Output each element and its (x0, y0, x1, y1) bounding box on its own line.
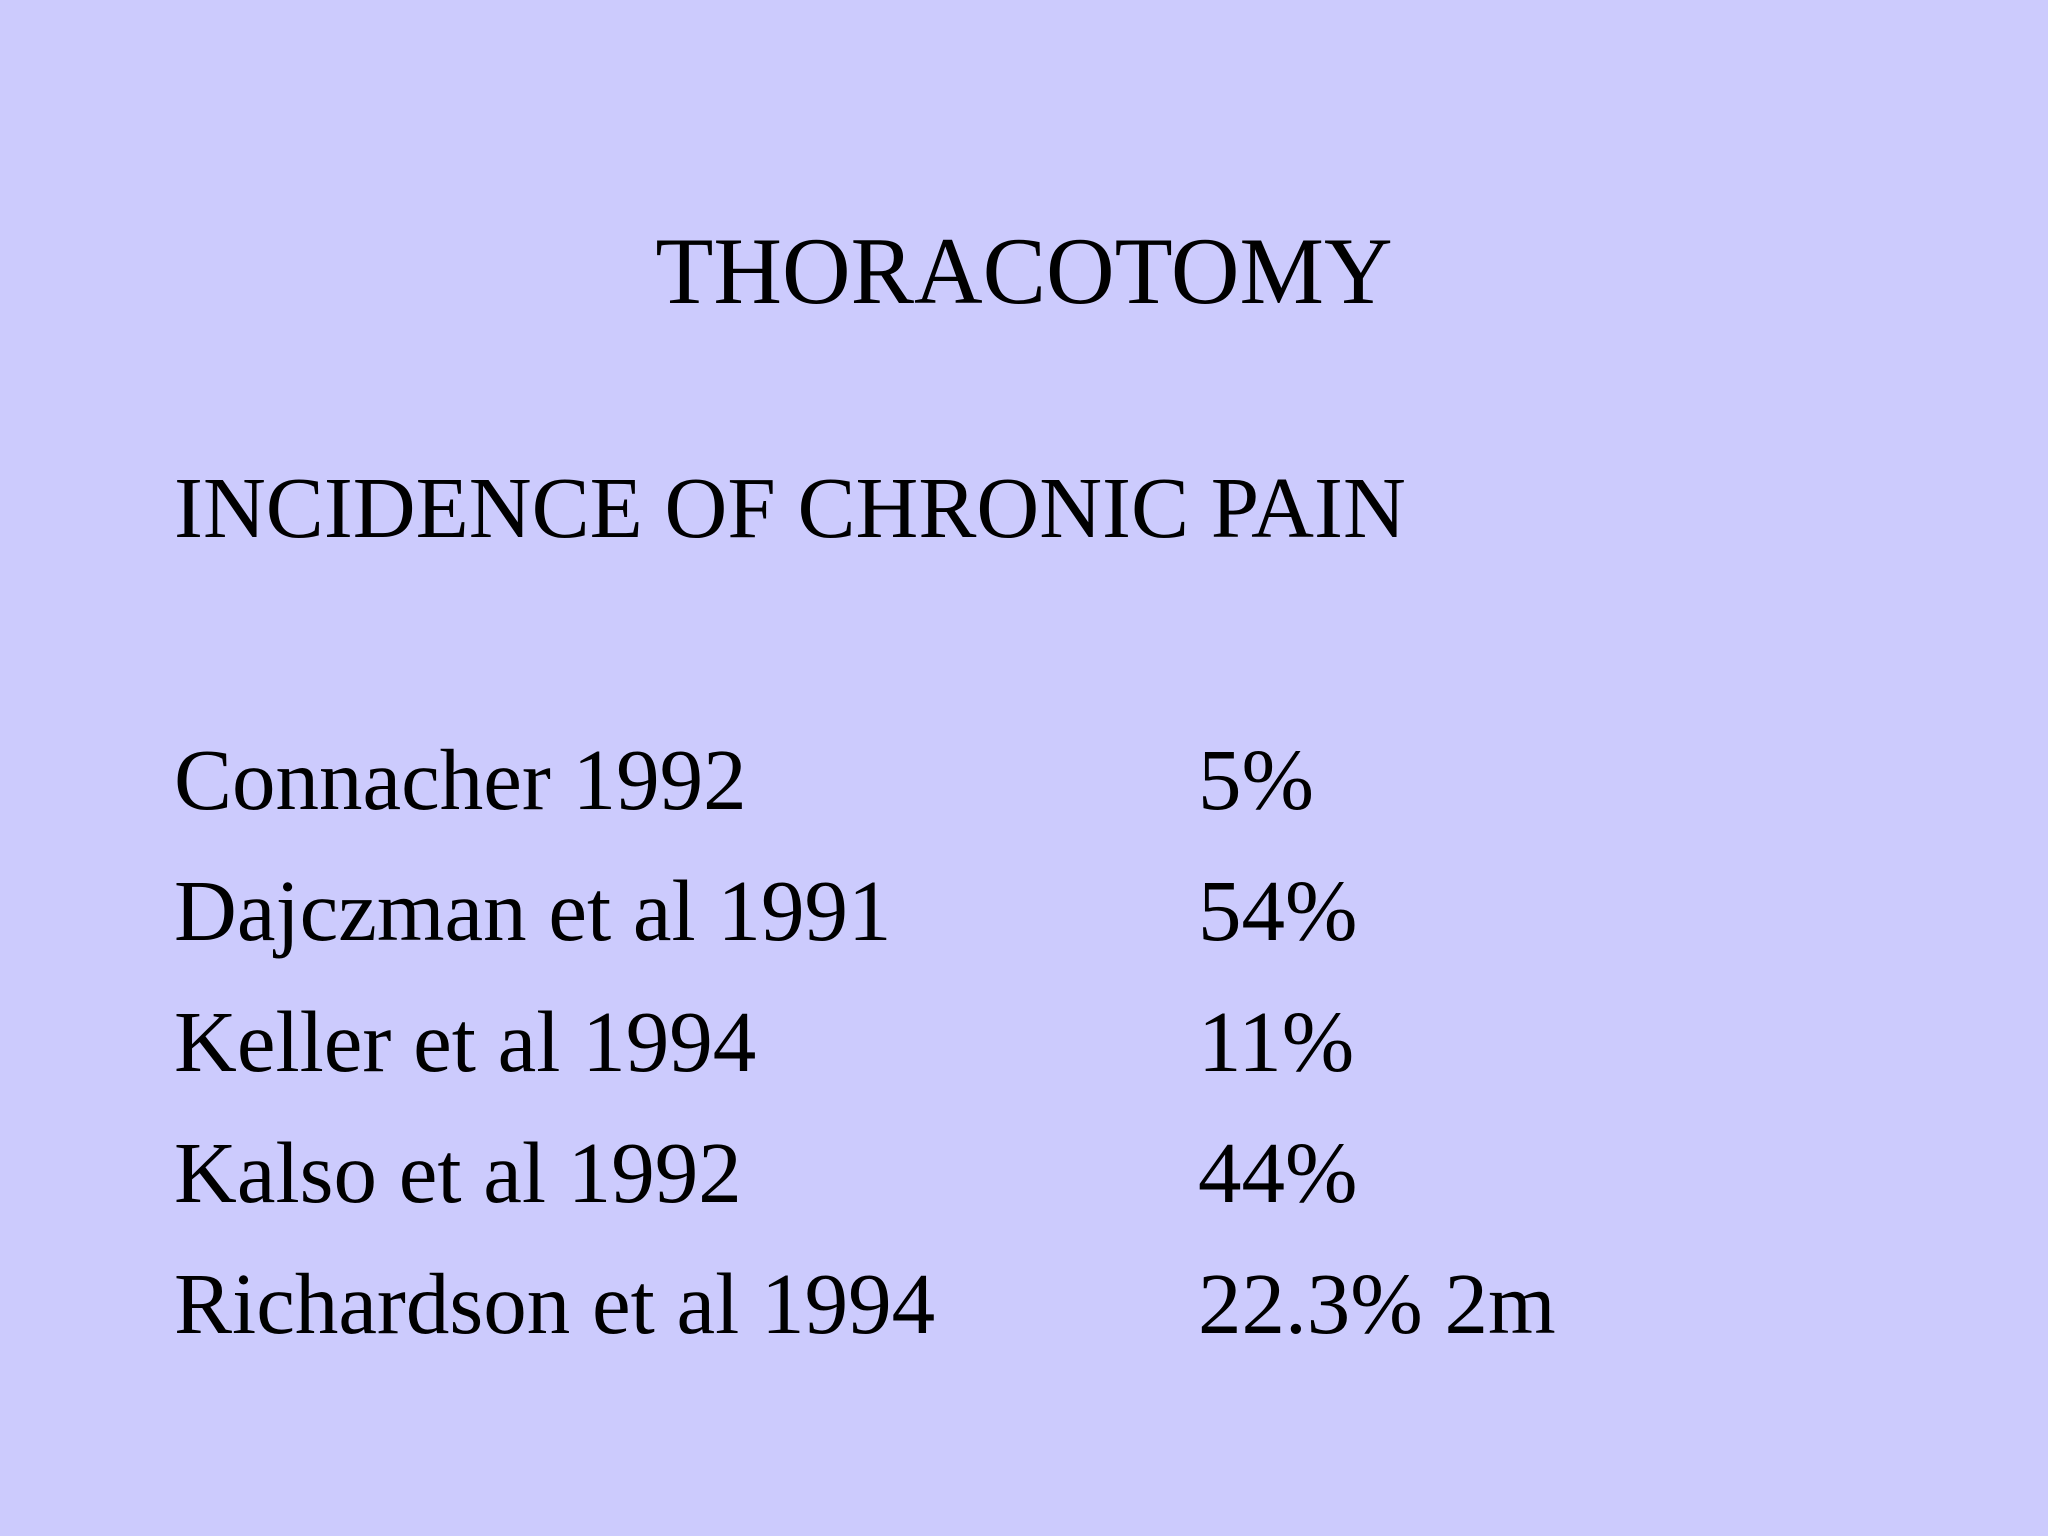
slide-subtitle: INCIDENCE OF CHRONIC PAIN (174, 459, 1406, 556)
incidence-value: 22.3% 2m (1198, 1255, 1556, 1352)
incidence-value: 11% (1198, 993, 1355, 1090)
list-item (174, 856, 1974, 987)
study-name: Keller et al 1994 (174, 993, 757, 1090)
incidence-value: 54% (1198, 862, 1358, 959)
incidence-value: 5% (1198, 731, 1314, 828)
list-item (174, 987, 1974, 1118)
study-name: Kalso et al 1992 (174, 1124, 742, 1221)
slide-title: THORACOTOMY (655, 218, 1393, 324)
list-item (174, 1249, 1974, 1380)
list-item (174, 725, 1974, 856)
study-name: Connacher 1992 (174, 731, 747, 828)
study-name: Dajczman et al 1991 (174, 862, 892, 959)
study-name: Richardson et al 1994 (174, 1255, 936, 1352)
incidence-value: 44% (1198, 1124, 1358, 1221)
incidence-list (174, 725, 1974, 1380)
list-item (174, 1118, 1974, 1249)
